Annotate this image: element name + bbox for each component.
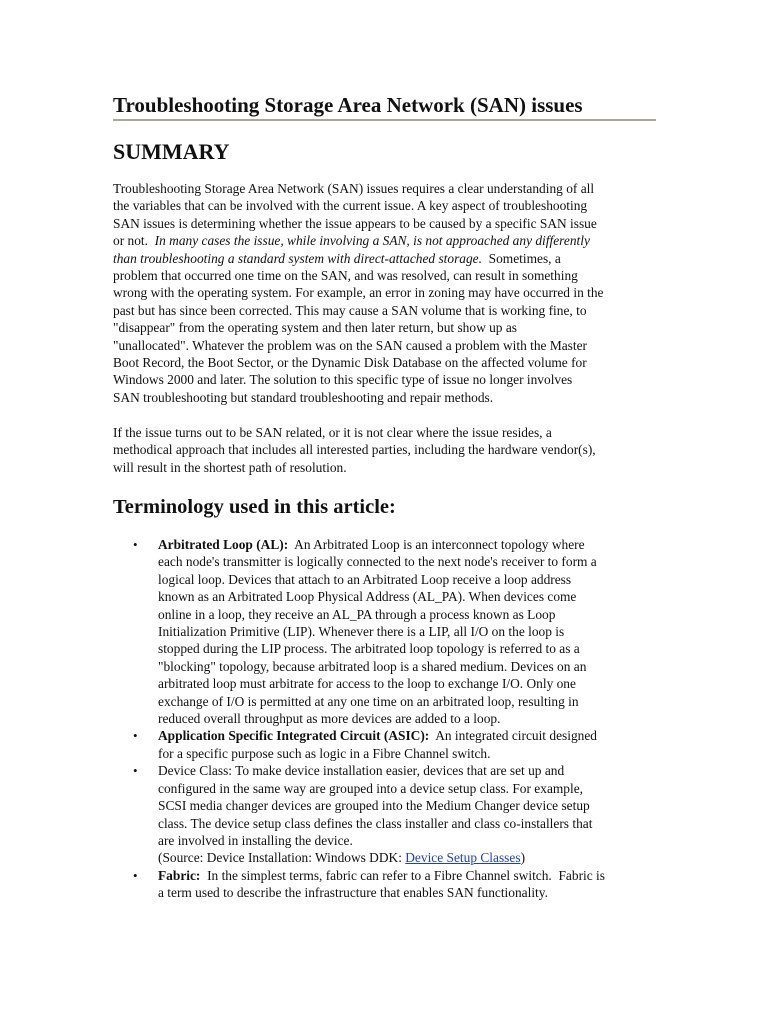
term-name: Fabric: (158, 867, 201, 883)
text-line (113, 250, 658, 267)
text-run: or not. (113, 233, 155, 249)
text-line (158, 727, 658, 744)
device-setup-classes-link[interactable]: Device Setup Classes (405, 850, 521, 866)
italic-text-run: than troubleshooting a standard system with direct-attached storage. (113, 250, 482, 266)
text-line: SAN issues is determining whether the issue appears to be caused by a specific SAN issue (113, 215, 597, 231)
source-prefix: (Source: Device Installation: Windows DDK: (158, 850, 406, 866)
source-line (158, 849, 658, 866)
terminology-list (113, 536, 658, 902)
text-line: "blocking" topology, because arbitrated loop is a shared medium. Devices on an (158, 658, 587, 674)
text-line (113, 232, 658, 249)
text-line: online in a loop, they receive an AL_PA through a process known as Loop (158, 606, 556, 622)
text-line: for a specific purpose such as logic in a Fibre Channel switch. (158, 745, 491, 761)
italic-text-run: In many cases the issue, while involving a SAN, is not approached any differently (154, 233, 590, 249)
text-line: Initialization Primitive (LIP). Whenever there is a LIP, all I/O on the loop is (158, 624, 565, 640)
text-line: wrong with the operating system. For example, an error in zoning may have occurred in the (113, 285, 604, 301)
text-line: will result in the shortest path of resolution. (113, 459, 347, 475)
bullet-icon: • (133, 763, 138, 779)
text-line (158, 536, 658, 553)
text-line: Windows 2000 and later. The solution to this specific type of issue no longer involves (113, 372, 573, 388)
text-line: arbitrated loop must arbitrate for access to the loop to exchange I/O. Only one (158, 676, 576, 692)
summary-paragraph-1 (113, 180, 658, 406)
text-line: known as an Arbitrated Loop Physical Address (AL_PA). When devices come (158, 589, 577, 605)
text-run: An integrated circuit designed (429, 728, 597, 744)
bullet-icon: • (133, 867, 138, 883)
text-line: problem that occurred one time on the SAN, and was resolved, can result in something (113, 268, 578, 284)
text-line: logical loop. Devices that attach to an Arbitrated Loop receive a loop address (158, 571, 572, 587)
text-line: reduced overall throughput as more devices are added to a loop. (158, 711, 501, 727)
text-line: SAN troubleshooting but standard troubleshooting and repair methods. (113, 389, 494, 405)
list-item-device-class (113, 762, 658, 866)
text-line: configured in the same way are grouped into a device setup class. For example, (158, 780, 584, 796)
text-line: class. The device setup class defines the class installer and class co-installers that (158, 815, 593, 831)
text-line: "unallocated". Whatever the problem was on the SAN caused a problem with the Master (113, 337, 588, 353)
text-line: Boot Record, the Boot Sector, or the Dynamic Disk Database on the affected volume for (113, 355, 587, 371)
text-line (158, 867, 658, 884)
text-line: past but has since been corrected. This may cause a SAN volume that is working fine, to (113, 302, 587, 318)
term-name: Arbitrated Loop (AL): (158, 537, 289, 552)
text-line: a term used to describe the infrastructure that enables SAN functionality. (158, 885, 548, 901)
text-line: If the issue turns out to be SAN related, or it is not clear where the issue resides, a (113, 425, 552, 440)
summary-paragraph-2 (113, 424, 658, 476)
bullet-icon: • (133, 537, 138, 552)
text-line: are involved in installing the device. (158, 832, 353, 848)
summary-heading: SUMMARY (113, 139, 230, 164)
document-title: Troubleshooting Storage Area Network (SAN) issues (113, 93, 583, 117)
term-name: Application Specific Integrated Circuit (ASIC): (158, 728, 430, 744)
text-run: In the simplest terms, fabric can refer to a Fibre Channel switch. Fabric is (200, 867, 605, 883)
list-item-fabric (113, 867, 658, 902)
text-line: Troubleshooting Storage Area Network (SAN) issues requires a clear understanding of all (113, 181, 595, 196)
bullet-icon: • (133, 728, 138, 744)
terminology-heading: Terminology used in this article: (113, 496, 396, 518)
text-line: exchange of I/O is permitted at any one time on an arbitrated loop, resulting in (158, 693, 579, 709)
text-line: the variables that can be involved with the current issue. A key aspect of troubleshooting (113, 198, 588, 214)
list-item-asic (113, 727, 658, 762)
text-line: methodical approach that includes all interested parties, including the hardware vendor(s), (113, 442, 596, 458)
text-line: SCSI media changer devices are grouped into the Medium Changer device setup (158, 798, 590, 814)
text-line: Device Class: To make device installation easier, devices that are set up and (158, 763, 565, 779)
text-line: each node's transmitter is logically connected to the next node's receiver to form a (158, 554, 597, 570)
text-run: Sometimes, a (481, 250, 561, 266)
title-divider (113, 119, 656, 121)
text-run: An Arbitrated Loop is an interconnect topology where (288, 537, 585, 552)
list-item-arbitrated-loop (113, 536, 658, 727)
source-suffix: ) (520, 850, 526, 866)
text-line: stopped during the LIP process. The arbitrated loop topology is referred to as a (158, 641, 580, 657)
text-line: "disappear" from the operating system and then later return, but show up as (113, 320, 517, 336)
